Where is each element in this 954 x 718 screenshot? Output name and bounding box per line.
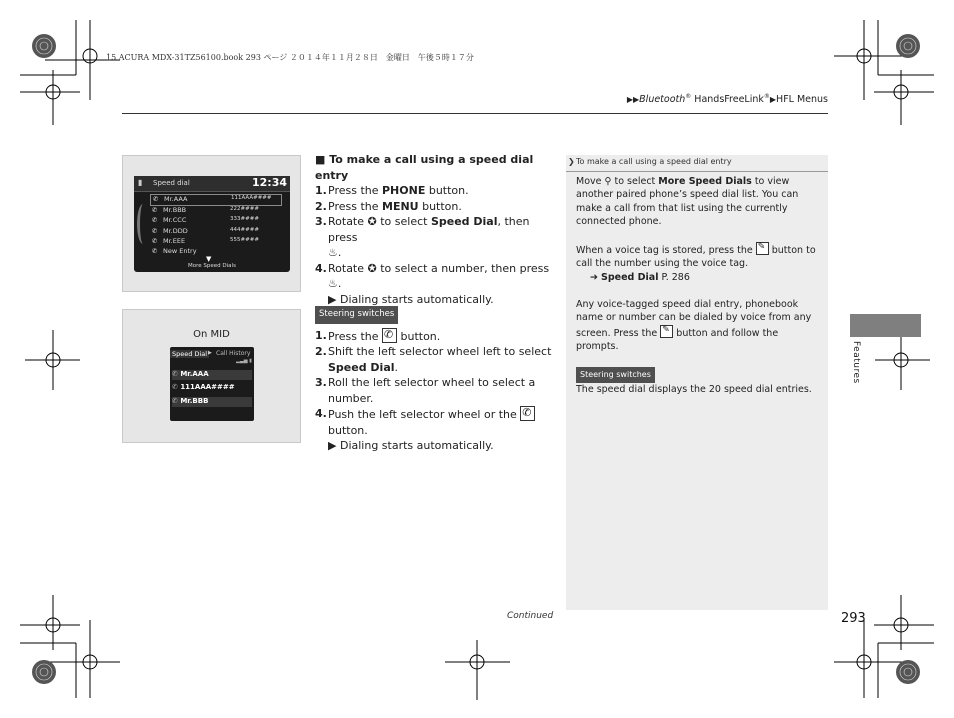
features-tab[interactable] <box>850 314 921 337</box>
handset-icon: ✆ <box>152 216 158 225</box>
entry-name: Mr.AAA <box>164 195 188 203</box>
step <box>315 375 555 406</box>
handset-icon: ✆ <box>152 246 158 255</box>
step-number: 2. <box>315 345 327 358</box>
mid-entry: 111AAA#### <box>180 383 235 391</box>
signal-icon: ▂▃▅ ▮ <box>236 358 252 364</box>
mid-row[interactable] <box>172 397 252 407</box>
section-title <box>315 152 555 183</box>
note-paragraph: The speed dial displays the 20 speed dial entries. <box>576 383 812 395</box>
entry-name: Mr.BBB <box>163 206 187 215</box>
step-text: Shift the left selector wheel left to select <box>328 345 552 358</box>
step-text: Rotate <box>328 261 368 275</box>
handset-icon: ✆ <box>172 397 178 405</box>
print-header: 15 ACURA MDX-31TZ56100.book 293 ページ ２０１４年１１月２８日 金曜日 午後５時１７分 <box>106 53 474 62</box>
step-text: button. <box>397 329 441 343</box>
steering-switches-tag: Steering switches <box>576 367 655 382</box>
list-item[interactable] <box>150 194 282 206</box>
mid-illustration-box <box>122 309 301 443</box>
result-text: Dialing starts automatically. <box>339 439 494 452</box>
step-text: , then press <box>328 215 530 244</box>
step-text: to select <box>376 215 431 228</box>
step-text: . <box>394 360 399 374</box>
entry-number: 222#### <box>230 206 259 213</box>
interface-dial-icon: ⚲ <box>604 176 612 187</box>
triangle-right-icon: ▶ <box>208 350 212 356</box>
step-number: 4. <box>315 407 327 420</box>
list-item-new-entry[interactable] <box>150 247 282 257</box>
note-paragraph: When a voice tag is stored, press the ✎ button to call the number using the voice tag. <box>576 242 820 271</box>
registered-mark: ® <box>685 93 692 100</box>
step-number: 1. <box>315 328 327 342</box>
top-rule <box>122 113 828 114</box>
step-text: Push the left selector wheel or the <box>328 408 521 421</box>
mid-row[interactable] <box>172 383 252 393</box>
handset-icon: ✆ <box>152 226 158 235</box>
phone-button-icon <box>520 406 535 421</box>
step-text: Rotate <box>328 215 368 228</box>
note-paragraph: Any voice-tagged speed dial entry, phonebook name or number can be dialed by voice from any screen. Press the ✎ button and follow the prompts. <box>576 298 820 353</box>
square-bullet-icon: ■ <box>315 153 326 166</box>
speed-dial-list <box>150 194 282 257</box>
left-arc <box>137 204 149 244</box>
mid-entry: Mr.BBB <box>180 397 209 405</box>
handset-icon: ✆ <box>152 236 158 245</box>
more-speed-dials[interactable]: More Speed Dials <box>188 263 236 269</box>
registered-mark: ® <box>763 93 770 100</box>
breadcrumb-hfl-menus: HFL Menus <box>776 94 828 106</box>
reference-arrow-icon: ➔ <box>590 271 598 283</box>
steering-instructions <box>315 305 555 454</box>
notes-body <box>576 175 820 396</box>
note-icon: ❯ <box>568 157 575 166</box>
list-item[interactable] <box>150 227 282 237</box>
entry-name: Mr.DDD <box>163 226 188 235</box>
talk-button-icon <box>660 325 673 338</box>
cross-reference[interactable]: ➔ Speed Dial P. 286 <box>590 271 690 283</box>
step-bold: MENU <box>382 199 419 213</box>
press-dial-icon: ♨ <box>328 277 338 290</box>
step <box>315 328 555 345</box>
phone-status-icon: ▮ <box>138 178 143 187</box>
triangle-icon: ▶ <box>328 439 337 452</box>
step <box>315 344 555 375</box>
step-number: 4. <box>315 261 327 275</box>
entry-name: Mr.CCC <box>163 216 187 225</box>
features-label: Features <box>851 341 861 384</box>
step-text: button. <box>425 184 469 197</box>
list-item[interactable] <box>150 206 282 216</box>
entry-number: 555#### <box>230 236 259 243</box>
instructions-column <box>315 152 555 307</box>
step-text: button. <box>328 423 368 437</box>
entry-name: New Entry <box>163 246 197 255</box>
step-text: button. <box>418 199 462 213</box>
handset-icon: ✆ <box>153 195 159 203</box>
step-number: 3. <box>315 376 327 389</box>
mid-tab: Call History <box>216 350 251 357</box>
result-text: Dialing starts automatically. <box>339 292 494 306</box>
screen-clock: 12:34 <box>251 176 287 189</box>
step-bold: Speed Dial <box>430 215 498 228</box>
list-item[interactable] <box>150 216 282 226</box>
steering-switches-tag: Steering switches <box>315 306 398 324</box>
entry-number: 444#### <box>230 226 259 233</box>
step <box>315 199 555 215</box>
interface-dial-icon: ✪ <box>367 261 377 275</box>
continued-label: Continued <box>507 611 554 621</box>
screen-title: Speed dial <box>153 179 190 187</box>
phone-button-icon <box>382 328 397 343</box>
section-title-text: To make a call using a speed dial entry <box>315 153 534 182</box>
talk-button-icon <box>756 242 769 255</box>
step-text: to select a number, then press <box>376 261 550 275</box>
step-number: 1. <box>315 184 327 197</box>
mid-row[interactable] <box>172 370 252 380</box>
step: 3. Rotate ✪ to select Speed Dial, then press ♨. <box>315 215 530 259</box>
handset-icon: ✆ <box>172 383 178 391</box>
mid-title: Speed Dial <box>172 350 208 358</box>
page-number: 293 <box>841 611 866 626</box>
press-dial-icon: ♨ <box>328 246 338 259</box>
step-bold: PHONE <box>382 184 426 197</box>
notes-header <box>566 155 828 172</box>
triangle-icon: ▶ <box>769 95 777 105</box>
step-number: 2. <box>315 199 327 213</box>
step-text: Press the <box>328 329 382 343</box>
interface-dial-icon: ✪ <box>367 215 377 228</box>
mid-heading: On MID <box>193 329 230 340</box>
step: 4. Rotate ✪ to select a number, then press ♨. <box>315 261 550 290</box>
note-paragraph: Move ⚲ to select More Speed Dials to view another paired phone’s speed dial list. You can make a call from that list using the currently connected phone. <box>576 176 799 227</box>
double-triangle-icon: ▶▶ <box>626 95 640 105</box>
step <box>315 183 555 199</box>
entry-number: 111AAA#### <box>231 195 272 201</box>
mid-screen <box>170 347 254 421</box>
step-text: Roll the left selector wheel to select a number. <box>328 376 536 405</box>
display-screen <box>134 176 290 272</box>
mid-entry: Mr.AAA <box>180 370 209 378</box>
breadcrumb <box>627 93 828 105</box>
triangle-icon: ▶ <box>328 292 337 306</box>
entry-name: Mr.EEE <box>163 236 186 245</box>
breadcrumb-handsfreelink: HandsFreeLink <box>691 94 764 106</box>
entry-number: 333#### <box>230 216 259 223</box>
step-bold: Speed Dial <box>328 360 395 374</box>
list-item[interactable] <box>150 237 282 247</box>
notes-header-text: To make a call using a speed dial entry <box>576 157 732 166</box>
step-result <box>315 438 555 454</box>
handset-icon: ✆ <box>172 370 178 378</box>
screen-illustration-box <box>122 155 301 292</box>
breadcrumb-bluetooth: Bluetooth <box>639 94 686 106</box>
step <box>315 406 555 438</box>
handset-icon: ✆ <box>152 206 158 215</box>
step-number: 3. <box>315 215 327 228</box>
chevron-down-icon: ▼ <box>206 255 212 263</box>
step-text: Press the <box>328 199 382 213</box>
step-text: Press the <box>328 184 382 197</box>
